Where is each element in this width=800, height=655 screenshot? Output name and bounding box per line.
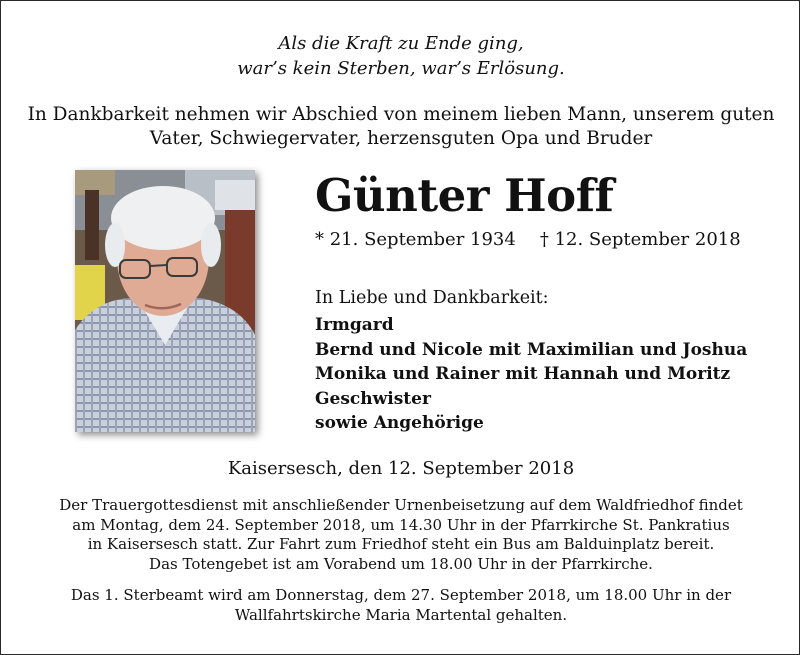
birth-date: * 21. September 1934 xyxy=(315,229,516,250)
service-line: in Kaisersesch statt. Zur Fahrt zum Friedhof steht ein Bus am Balduinplatz bereit. xyxy=(87,535,715,553)
mourner-name: sowie Angehörige xyxy=(315,413,484,433)
motto xyxy=(1,31,800,81)
mourner-name: Bernd und Nicole mit Maximilian und Joshua xyxy=(315,339,748,360)
mourners-list xyxy=(315,313,747,436)
requiem-line: Das 1. Sterbeamt wird am Donnerstag, dem 27. September 2018, um 18.00 Uhr in der xyxy=(70,586,732,604)
portrait-image xyxy=(75,170,255,432)
death-date: † 12. September 2018 xyxy=(539,229,741,250)
requiem-line: Wallfahrtskirche Maria Martental gehalten. xyxy=(234,605,568,624)
intro-line: Vater, Schwiegervater, herzensguten Opa und Bruder xyxy=(149,128,653,149)
place-date: Kaisersesch, den 12. September 2018 xyxy=(227,458,575,479)
motto-line: Als die Kraft zu Ende ging, xyxy=(278,33,524,54)
portrait-photo xyxy=(75,170,255,432)
service-line: Das Totengebet ist am Vorabend um 18.00 Uhr in der Pfarrkirche. xyxy=(149,554,653,573)
service-info xyxy=(21,496,781,574)
service-line: Der Trauergottesdienst mit anschließender Urnenbeisetzung auf dem Waldfriedhof findet xyxy=(59,496,743,514)
mourner-name: Irmgard xyxy=(315,315,394,335)
mourner-name: Geschwister xyxy=(315,388,431,409)
life-dates xyxy=(315,228,741,252)
mourners-heading: In Liebe und Dankbarkeit: xyxy=(315,288,549,308)
requiem-info xyxy=(21,586,781,625)
mourner-name: Monika und Rainer mit Hannah und Moritz xyxy=(315,364,731,384)
deceased-name: Günter Hoff xyxy=(315,169,614,222)
service-line: am Montag, dem 24. September 2018, um 14.30 Uhr in der Pfarrkirche St. Pankratius xyxy=(72,515,730,534)
intro-text xyxy=(21,103,781,151)
motto-line: war’s kein Sterben, war’s Erlösung. xyxy=(237,58,565,79)
intro-line: In Dankbarkeit nehmen wir Abschied von meinem lieben Mann, unserem guten xyxy=(27,104,775,125)
